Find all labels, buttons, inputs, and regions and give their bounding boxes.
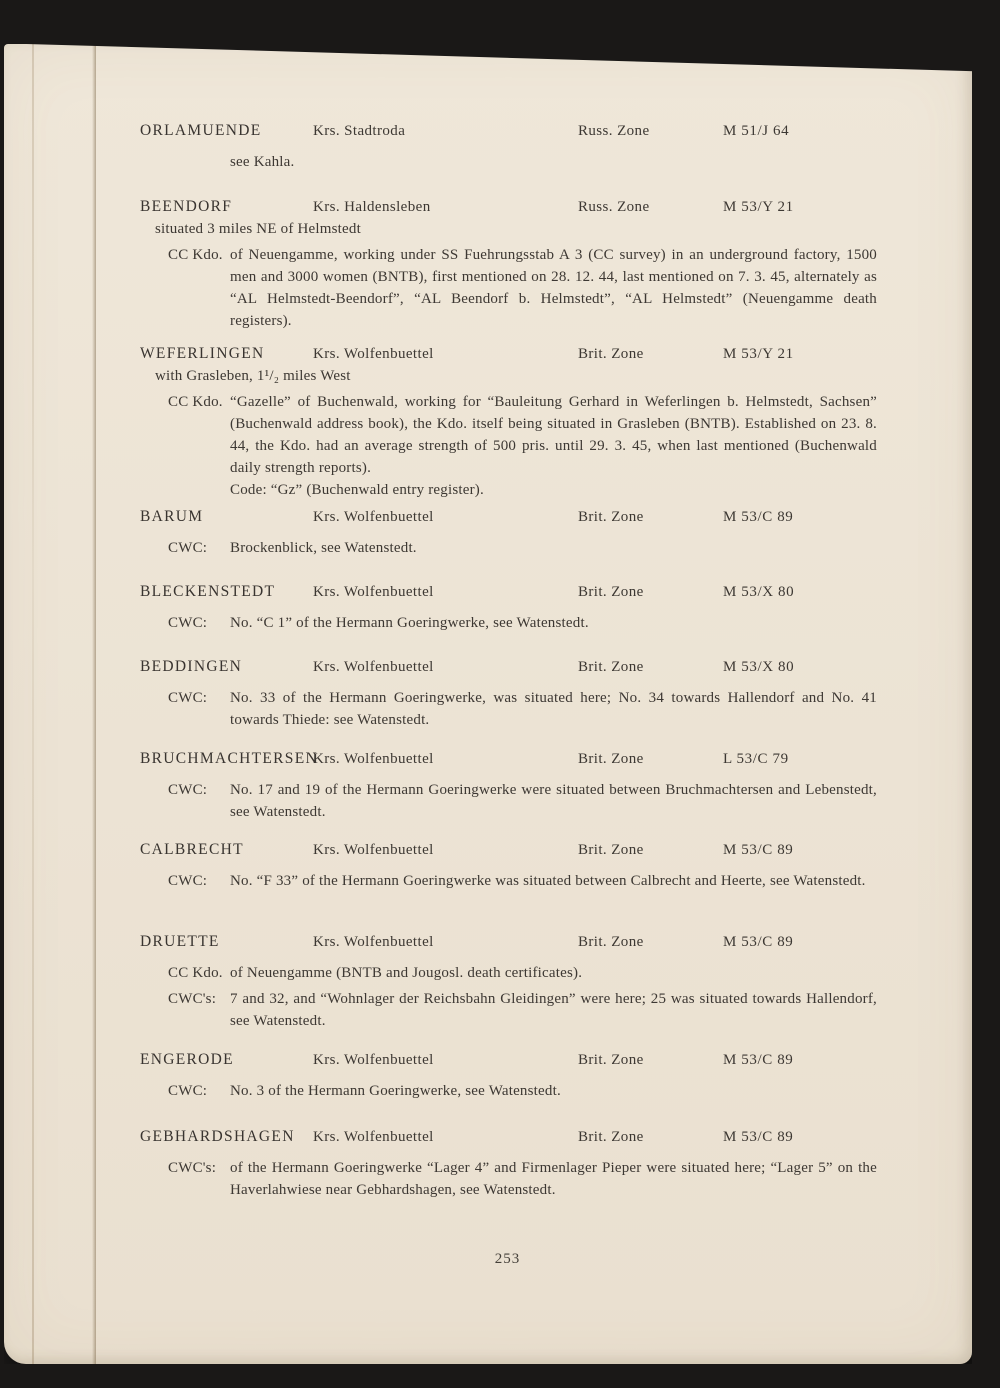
- entry-paragraph: [140, 244, 884, 332]
- page-edge-stack: [4, 44, 96, 1364]
- entry-paragraph: [140, 687, 884, 731]
- paragraph-label: CWC's:: [168, 1160, 217, 1176]
- entry-header: [140, 656, 884, 678]
- district: Krs. Wolfenbuettel: [313, 659, 434, 675]
- paragraph-label: CC Kdo.: [168, 965, 223, 981]
- paragraph-text: Code: “Gz” (Buchenwald entry register).: [230, 482, 484, 498]
- district: Krs. Stadtroda: [313, 123, 406, 139]
- paragraph-text: of Neuengamme (BNTB and Jougosl. death certificates).: [230, 965, 583, 981]
- entry-header: [140, 343, 884, 365]
- scan-background-right: [972, 0, 1000, 1388]
- page-content: [140, 0, 884, 1388]
- map-reference: M 53/C 89: [723, 1052, 794, 1068]
- district: Krs. Wolfenbuettel: [313, 934, 434, 950]
- map-reference: M 53/X 80: [723, 584, 795, 600]
- camp-name: GEBHARDSHAGEN: [140, 1128, 295, 1145]
- paragraph-text: see Kahla.: [230, 154, 295, 170]
- camp-name: ORLAMUENDE: [140, 122, 262, 139]
- district: Krs. Wolfenbuettel: [313, 509, 434, 525]
- occupation-zone: Brit. Zone: [578, 509, 644, 525]
- map-reference: M 53/C 89: [723, 1129, 794, 1145]
- paragraph-label: CC Kdo.: [168, 394, 223, 410]
- district: Krs. Wolfenbuettel: [313, 1052, 434, 1068]
- paragraph-text: of the Hermann Goeringwerke “Lager 4” and Firmenlager Pieper were situated here; “Lager 5” on the Haverlahwiese near Gebhardshagen, see Watenstedt.: [230, 1160, 877, 1198]
- entry-header: [140, 120, 884, 142]
- occupation-zone: Brit. Zone: [578, 584, 644, 600]
- map-reference: M 53/Y 21: [723, 346, 794, 362]
- occupation-zone: Brit. Zone: [578, 659, 644, 675]
- entry-header: [140, 839, 884, 861]
- camp-name: BLECKENSTEDT: [140, 583, 276, 600]
- district: Krs. Wolfenbuettel: [313, 751, 434, 767]
- district: Krs. Wolfenbuettel: [313, 584, 434, 600]
- camp-entry-barum: [140, 506, 884, 559]
- entry-header: [140, 506, 884, 528]
- entry-paragraph: [140, 988, 884, 1032]
- district: Krs. Wolfenbuettel: [313, 842, 434, 858]
- paragraph-text: No. “C 1” of the Hermann Goeringwerke, see Watenstedt.: [230, 615, 589, 631]
- paragraph-text: Brockenblick, see Watenstedt.: [230, 540, 417, 556]
- paragraph-text: No. “F 33” of the Hermann Goeringwerke was situated between Calbrecht and Heerte, see Watenstedt.: [230, 873, 866, 889]
- camp-name: ENGERODE: [140, 1051, 234, 1068]
- entry-paragraph: [140, 870, 884, 892]
- paragraph-text: 7 and 32, and “Wohnlager der Reichsbahn Gleidingen” were here; 25 was situated towards Hallendorf, see Watenstedt.: [230, 991, 877, 1029]
- camp-name: BARUM: [140, 508, 204, 525]
- map-reference: M 53/C 89: [723, 509, 794, 525]
- camp-entry-druette: [140, 931, 884, 1032]
- location-note: with Grasleben, 1¹/₂ miles West: [155, 368, 351, 384]
- occupation-zone: Russ. Zone: [578, 123, 650, 139]
- camp-entry-weferlingen: [140, 343, 884, 501]
- occupation-zone: Brit. Zone: [578, 1129, 644, 1145]
- entry-paragraph: [140, 612, 884, 634]
- map-reference: M 53/Y 21: [723, 199, 794, 215]
- occupation-zone: Russ. Zone: [578, 199, 650, 215]
- camp-name: WEFERLINGEN: [140, 345, 265, 362]
- camp-entry-bleckenstedt: [140, 581, 884, 634]
- paragraph-label: CWC:: [168, 1083, 208, 1099]
- occupation-zone: Brit. Zone: [578, 346, 644, 362]
- camp-entry-orlamuende: [140, 120, 884, 173]
- location-note: situated 3 miles NE of Helmstedt: [155, 221, 361, 237]
- paragraph-label: CWC:: [168, 615, 208, 631]
- paragraph-label: CWC:: [168, 540, 208, 556]
- page-number: 253: [494, 1251, 521, 1267]
- camp-entry-bruchmachtersen: [140, 748, 884, 823]
- paragraph-label: CWC:: [168, 690, 208, 706]
- paragraph-text: No. 3 of the Hermann Goeringwerke, see Watenstedt.: [230, 1083, 561, 1099]
- camp-entry-beddingen: [140, 656, 884, 731]
- map-reference: M 53/X 80: [723, 659, 795, 675]
- paragraph-text: No. 33 of the Hermann Goeringwerke, was situated here; No. 34 towards Hallendorf and No. 41 towards Thiede: see Watenstedt.: [230, 690, 877, 728]
- entry-header: [140, 196, 884, 218]
- map-reference: M 51/J 64: [723, 123, 790, 139]
- paragraph-text: “Gazelle” of Buchenwald, working for “Bauleitung Gerhard in Weferlingen b. Helmstedt, Sachsen” (Buchenwald address book), the Kdo. itself being situated in Grasleben (BNTB). Established on 23. 8. 44, the Kdo. had an average strength of 500 pris. until 29. 3. 45, when last mentioned (Buchenwald daily strength reports).: [230, 394, 877, 476]
- entry-paragraph: [140, 479, 884, 501]
- scan-background-left: [0, 0, 4, 1388]
- camp-entry-engerode: [140, 1049, 884, 1102]
- occupation-zone: Brit. Zone: [578, 1052, 644, 1068]
- entry-header: [140, 748, 884, 770]
- entry-header: [140, 1049, 884, 1071]
- entry-paragraph: [140, 962, 884, 984]
- paragraph-label: CWC's:: [168, 991, 217, 1007]
- entry-paragraph: [140, 1157, 884, 1201]
- camp-entry-gebhardshagen: [140, 1126, 884, 1201]
- entry-paragraph: [140, 391, 884, 479]
- map-reference: M 53/C 89: [723, 842, 794, 858]
- entry-header: [140, 931, 884, 953]
- camp-name: BRUCHMACHTERSEN: [140, 750, 318, 767]
- paragraph-label: CWC:: [168, 873, 208, 889]
- paragraph-label: CC Kdo.: [168, 247, 223, 263]
- entry-paragraph: [140, 1080, 884, 1102]
- camp-name: DRUETTE: [140, 933, 220, 950]
- district: Krs. Wolfenbuettel: [313, 1129, 434, 1145]
- camp-entry-beendorf: [140, 196, 884, 332]
- occupation-zone: Brit. Zone: [578, 842, 644, 858]
- map-reference: M 53/C 89: [723, 934, 794, 950]
- camp-entry-calbrecht: [140, 839, 884, 892]
- camp-name: CALBRECHT: [140, 841, 244, 858]
- camp-name: BEDDINGEN: [140, 658, 243, 675]
- paragraph-text: No. 17 and 19 of the Hermann Goeringwerke were situated between Bruchmachtersen and Lebenstedt, see Watenstedt.: [230, 782, 877, 820]
- entry-paragraph: [140, 779, 884, 823]
- entry-header: [140, 581, 884, 603]
- entry-paragraph: [140, 537, 884, 559]
- district: Krs. Haldensleben: [313, 199, 431, 215]
- entry-paragraph: [140, 151, 884, 173]
- paragraph-text: of Neuengamme, working under SS Fuehrungsstab A 3 (CC survey) in an underground factory, 1500 men and 3000 women (BNTB), first mentioned on 28. 12. 44, last mentioned on 7. 3. 45, alternately as “AL Helmstedt-Beendorf”, “AL Beendorf b. Helmstedt”, “AL Helmstedt” (Neuengamme death registers).: [230, 247, 877, 329]
- occupation-zone: Brit. Zone: [578, 751, 644, 767]
- map-reference: L 53/C 79: [723, 751, 789, 767]
- occupation-zone: Brit. Zone: [578, 934, 644, 950]
- camp-name: BEENDORF: [140, 198, 233, 215]
- paragraph-label: CWC:: [168, 782, 208, 798]
- district: Krs. Wolfenbuettel: [313, 346, 434, 362]
- entry-header: [140, 1126, 884, 1148]
